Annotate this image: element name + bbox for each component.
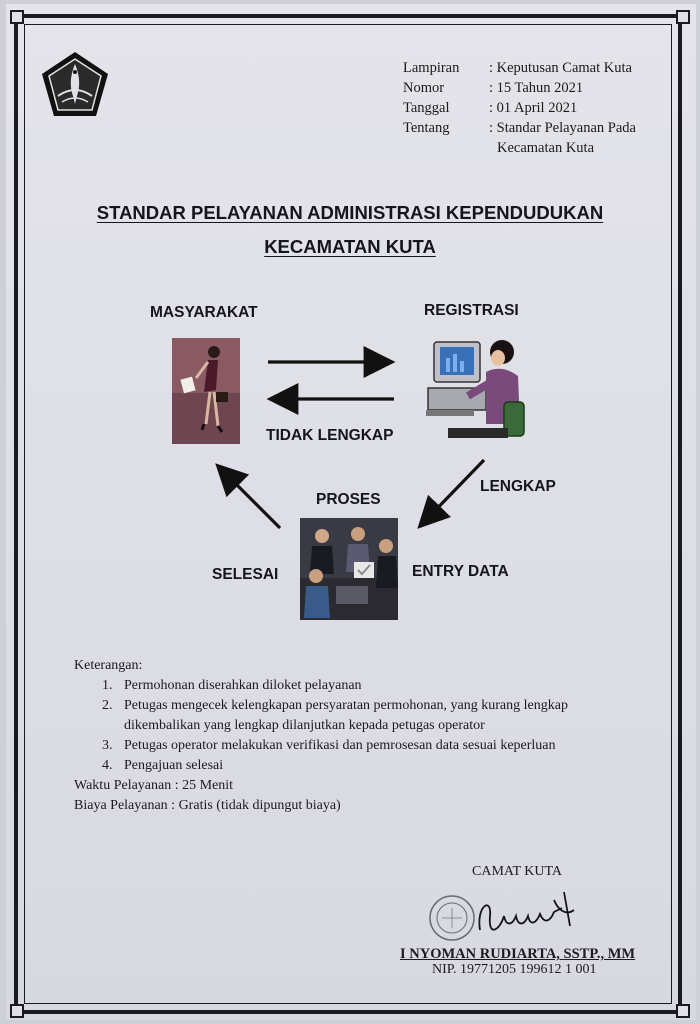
meta-value-continued: Kecamatan Kuta	[497, 140, 595, 156]
handwritten-signature	[470, 886, 590, 948]
document-title: STANDAR PELAYANAN ADMINISTRASI KEPENDUDUKAN	[96, 202, 604, 223]
signatory-title: CAMAT KUTA	[472, 864, 563, 879]
label-lengkap: LENGKAP	[480, 478, 556, 495]
notes-heading: Keterangan:	[74, 658, 143, 673]
label-proses: PROSES	[316, 491, 381, 508]
meta-key: Tentang	[403, 120, 450, 136]
arrow-to-masyarakat-done	[222, 470, 280, 528]
signatory-name: I NYOMAN RUDIARTA, SSTP., MM	[400, 946, 636, 962]
service-time: Waktu Pelayanan : 25 Menit	[74, 778, 234, 793]
note-item: 3. Petugas operator melakukan verifikasi dan pemrosesan data sesuai keperluan	[116, 736, 634, 756]
meta-value: : Standar Pelayanan Pada	[489, 120, 636, 136]
arrow-to-proses	[424, 460, 484, 522]
document-subtitle: KECAMATAN KUTA	[264, 236, 436, 257]
label-tidak-lengkap: TIDAK LENGKAP	[266, 427, 394, 444]
notes-section	[74, 656, 634, 816]
label-registrasi: REGISTRASI	[424, 302, 519, 319]
meta-value: : 01 April 2021	[489, 100, 578, 116]
label-entry-data: ENTRY DATA	[412, 563, 509, 580]
meta-value: : Keputusan Camat Kuta	[489, 60, 632, 76]
meta-key: Lampiran	[403, 60, 460, 76]
notes-list	[74, 676, 634, 776]
note-item: 2. Petugas mengecek kelengkapan persyaratan permohonan, yang kurang lengkap dikembalikan yang lengkap dilanjutkan kepada petugas operator	[116, 696, 634, 736]
label-selesai: SELESAI	[212, 566, 279, 583]
meta-key: Tanggal	[403, 100, 450, 116]
meta-key: Nomor	[403, 80, 445, 96]
label-masyarakat: MASYARAKAT	[150, 304, 258, 321]
service-fee: Biaya Pelayanan : Gratis (tidak dipungut biaya)	[74, 798, 341, 813]
signatory-nip: NIP. 19771205 199612 1 001	[432, 962, 597, 977]
meta-value: : 15 Tahun 2021	[489, 80, 584, 96]
note-item: 1. Permohonan diserahkan diloket pelayanan	[116, 676, 634, 696]
note-item: 4. Pengajuan selesai	[116, 756, 634, 776]
